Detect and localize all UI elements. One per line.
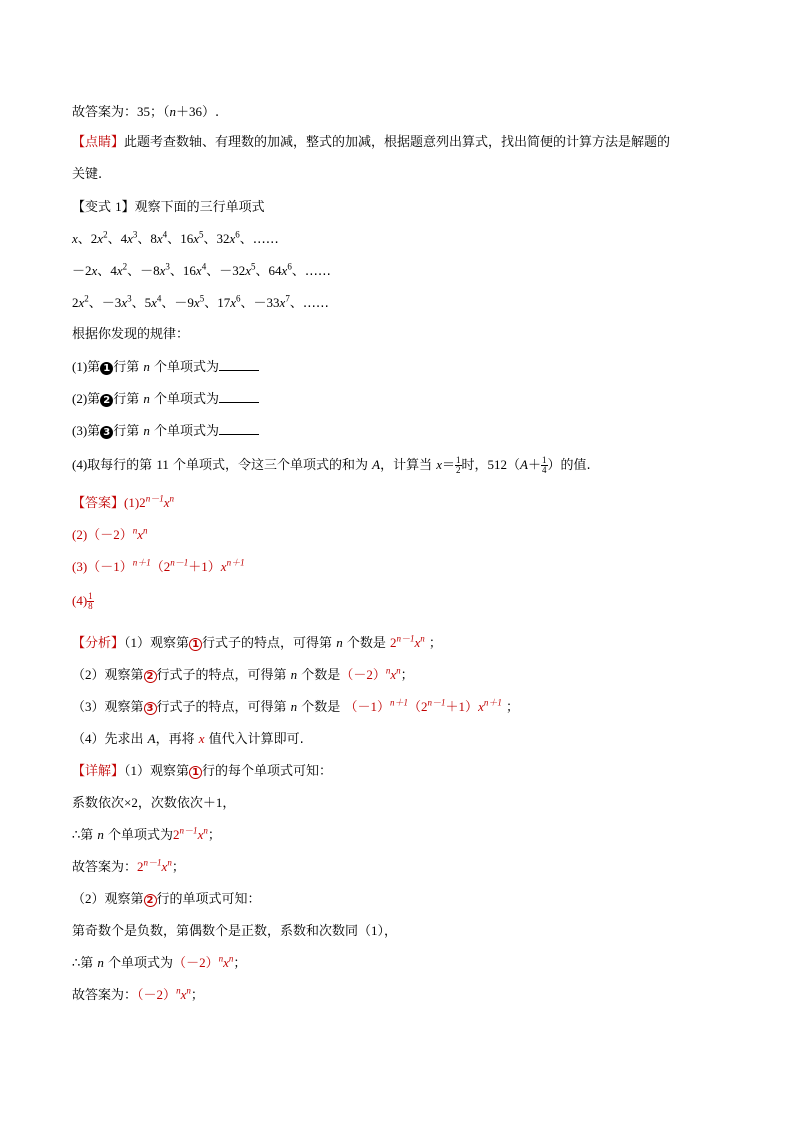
instruction: 根据你发现的规律： [72,327,190,342]
analysis-3: （3）观察第 3 行式子的特点，可得第 n 个数是 $(-1)^{n+1}(2^{n-1}+1)x^{n+1}$ ； [72,697,519,715]
detail-2: 系数依次×2，次数依次＋1， [72,795,236,811]
variant-title: 【变式 1】观察下面的三行单项式 [72,199,265,215]
comment-line-2: 关键. [72,167,103,182]
analysis-tag: 【分析】 [72,636,125,651]
detail-7: ∴第 n 个单项式为$(-2)^nx^n$； [72,953,247,971]
detail-5: （2）观察第 2 行的单项式可知： [72,891,261,907]
answer-line-1: 故答案为：35；（n＋36）. [72,104,220,120]
answer-4: (4) $\frac{1}{8}$ [72,591,93,611]
detail-1: 【详解】（1）观察第 1 行的每个单项式可知： [72,763,333,779]
detail-3: ∴第 n 个单项式为$2^{n-1}x^n$； [72,825,221,843]
detail-6: 第奇数个是负数，第偶数个是正数，系数和次数同（1）， [72,923,398,939]
detail-tag: 【详解】 [72,764,125,779]
comment-line: 【点睛】此题考查数轴、有理数的加减，整式的加减，根据题意列出算式，找出简便的计算方法是解题的 [72,135,671,150]
analysis-1: 【分析】（1）观察第 1 行式子的特点，可得第 n 个数是 $2^{n-1}x^n$ ； [72,633,442,651]
question-3: (3)第 3 行第 n 个单项式为 [72,422,259,441]
question-2: (2)第 2 行第 n 个单项式为 [72,390,259,409]
detail-4: 故答案为：$2^{n-1}x^n$； [72,857,185,875]
comment-tag: 【点睛】 [72,135,125,150]
analysis-2: （2）观察第 2 行式子的特点，可得第 n 个数是$(-2)^nx^n$； [72,665,414,683]
detail-8: 故答案为：$(-2)^nx^n$； [72,985,204,1003]
answer-1: 【答案】$(1)2^{n-1}x^n$ [72,493,174,511]
monomial-row-1: x、$2x^2$、$4x^3$、$8x^4$、$16x^5$、$32x^6$、…… [72,229,279,247]
question-4: (4)取每行的第 11 个单项式，令这三个单项式的和为 A，计算当 x＝ $\frac{1}{2}$ 时，512（A＋ $\frac{1}{4}$ ）的值. [72,455,591,475]
monomial-row-3: $2x^2$、$-3x^3$、$5x^4$、$-9x^5$、$17x^6$、$-33x^7$、…… [72,293,329,311]
answer-2: $(2)(-2)^nx^n$ [72,525,148,543]
analysis-4: （4）先求出 A，再将 x 值代入计算即可. [72,731,304,747]
answer-tag: 【答案】 [72,496,125,511]
answer-3: $(3)(-1)^{n+1}(2^{n-1}+1)x^{n+1}$ [72,557,245,575]
monomial-row-2: －2x、$4x^2$、$-8x^3$、$16x^4$、$-32x^5$、$64x^6$、…… [72,261,331,279]
question-1: (1)第 1 行第 n 个单项式为 [72,358,259,377]
